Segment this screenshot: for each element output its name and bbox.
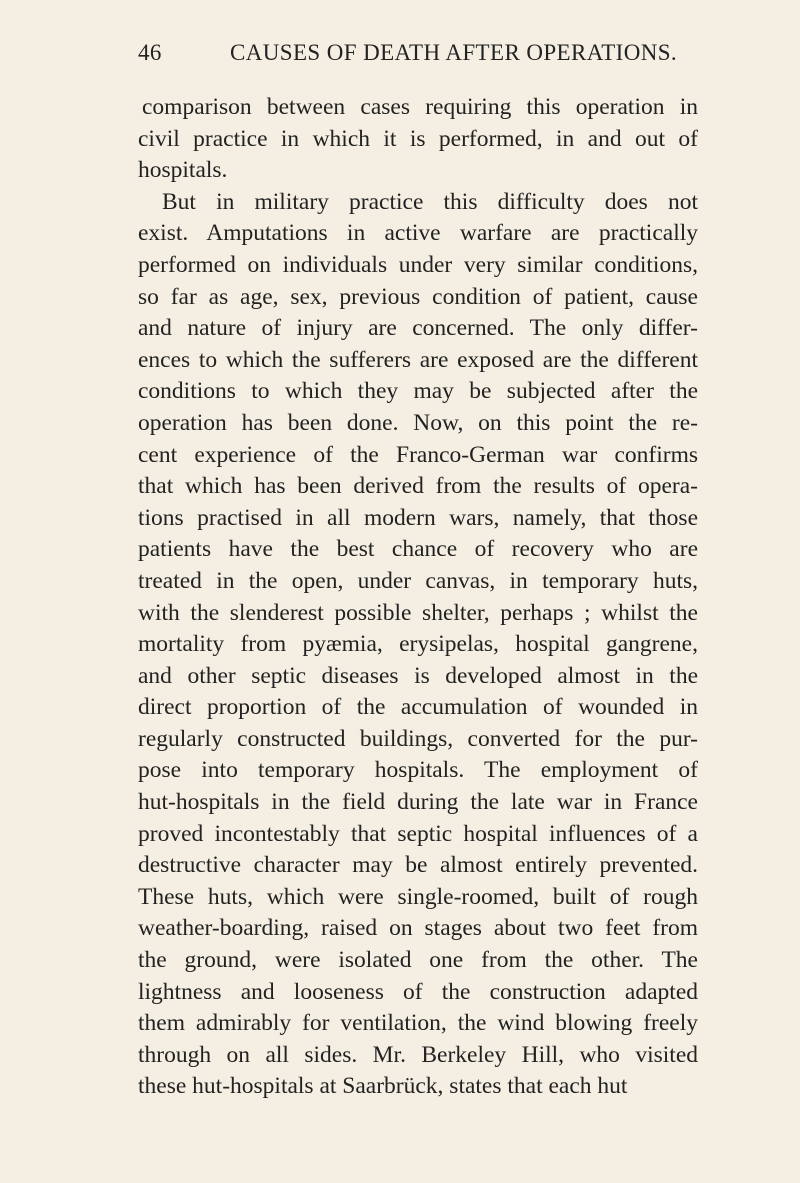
text-line: them admirably for ventilation, the wind blowing freely [138, 1010, 698, 1037]
text-line: mortality from pyæmia, erysipelas, hospital gangrene, [138, 631, 698, 658]
text-line: destructive character may be almost entirely prevented. [138, 852, 698, 879]
text-line: operation has been done. Now, on this point the re- [138, 409, 698, 436]
running-title: CAUSES OF DEATH AFTER OPERATIONS. [230, 40, 678, 65]
page-number: 46 [138, 40, 162, 65]
text-line: conditions to which they may be subjected after the [138, 378, 698, 405]
text-line: cent experience of the Franco-German war confirms [138, 441, 698, 468]
text-line: treated in the open, under canvas, in temporary huts, [138, 567, 698, 594]
text-line: civil practice in which it is performed, in and out of [138, 125, 698, 152]
text-line: These huts, which were single-roomed, built of rough [138, 883, 698, 910]
text-line: lightness and looseness of the construction adapted [138, 978, 698, 1005]
text-line: and nature of injury are concerned. The only differ- [138, 315, 698, 342]
text-line: ences to which the sufferers are exposed are the different [138, 346, 698, 373]
text-line: hut-hospitals in the field during the late war in France [138, 789, 698, 816]
text-line: comparison between cases requiring this operation in [142, 94, 698, 120]
text-line: pose into temporary hospitals. The employment of [138, 757, 698, 784]
text-line: proved incontestably that septic hospital influences of a [138, 820, 698, 847]
text-line: so far as age, sex, previous condition of patient, cause [138, 283, 698, 310]
text-line: these hut-hospitals at Saarbrück, states that each hut [138, 1073, 628, 1100]
text-line: But in military practice this difficulty does not [162, 188, 698, 215]
text-line: and other septic diseases is developed almost in the [138, 662, 698, 689]
page-header [138, 40, 698, 80]
text-line: exist. Amputations in active warfare are practically [138, 220, 698, 247]
text-line: direct proportion of the accumulation of wounded in [138, 694, 698, 721]
text-line: hospitals. [138, 157, 228, 184]
text-line: through on all sides. Mr. Berkeley Hill, who visited [138, 1041, 698, 1068]
text-line: the ground, were isolated one from the other. The [138, 947, 698, 974]
text-line: tions practised in all modern wars, namely, that those [138, 504, 698, 531]
text-line: patients have the best chance of recovery who are [138, 536, 698, 563]
text-line: regularly constructed buildings, converted for the pur- [138, 725, 698, 752]
text-line: weather-boarding, raised on stages about two feet from [138, 915, 698, 942]
body-text [138, 92, 698, 1103]
text-line: that which has been derived from the results of opera- [138, 473, 698, 500]
text-line: with the slenderest possible shelter, perhaps ; whilst the [138, 599, 698, 626]
text-line: performed on individuals under very similar conditions, [138, 251, 698, 278]
